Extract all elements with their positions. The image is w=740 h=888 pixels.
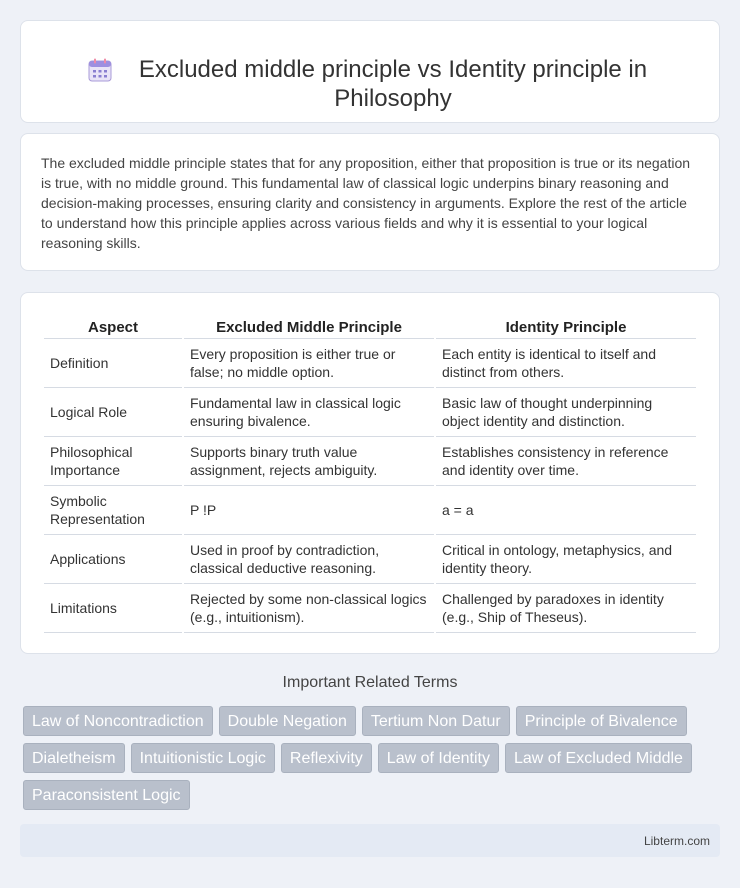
related-term-tag[interactable]: Principle of Bivalence	[516, 706, 687, 736]
table-row	[44, 339, 696, 388]
related-term-tag[interactable]: Double Negation	[219, 706, 356, 736]
row-identity: a = a	[436, 486, 696, 535]
row-aspect: Definition	[44, 339, 182, 388]
page-title: Excluded middle principle vs Identity principle in Philosophy	[138, 55, 648, 112]
row-identity: Each entity is identical to itself and distinct from others.	[436, 339, 696, 388]
intro-text: The excluded middle principle states that for any proposition, either that proposition is true or its negation is true, with no middle ground. This fundamental law of classical logic underpins binary reasoning and decision-making processes, ensuring clarity and consistency in arguments. Explore the rest of the article to understand how this principle applies across various fields and why it is essential to your logical reasoning skills.	[41, 155, 691, 251]
row-excluded-middle: Fundamental law in classical logic ensuring bivalence.	[184, 388, 434, 437]
table-row	[44, 535, 696, 584]
table-row	[44, 486, 696, 535]
comparison-table	[42, 313, 698, 633]
table-row	[44, 584, 696, 633]
header-card	[20, 20, 720, 123]
related-term-tag[interactable]: Law of Identity	[378, 743, 499, 773]
footer	[20, 824, 720, 857]
row-excluded-middle: Every proposition is either true or false; no middle option.	[184, 339, 434, 388]
footer-site-link[interactable]: Libterm.com	[643, 833, 710, 848]
related-term-tag[interactable]: Intuitionistic Logic	[131, 743, 275, 773]
calendar-icon	[87, 57, 113, 83]
row-excluded-middle: Used in proof by contradiction, classical deductive reasoning.	[184, 535, 434, 584]
row-aspect: Logical Role	[44, 388, 182, 437]
intro-card	[20, 133, 720, 271]
comparison-table-card	[20, 292, 720, 654]
row-excluded-middle: P !P	[184, 486, 434, 535]
related-term-tag[interactable]: Paraconsistent Logic	[23, 780, 190, 810]
row-aspect: Limitations	[44, 584, 182, 633]
related-term-tag[interactable]: Law of Excluded Middle	[505, 743, 692, 773]
row-aspect: Applications	[44, 535, 182, 584]
header-excluded-middle: Excluded Middle Principle	[184, 313, 434, 339]
row-excluded-middle: Rejected by some non-classical logics (e.g., intuitionism).	[184, 584, 434, 633]
header-identity: Identity Principle	[436, 313, 696, 339]
table-row	[44, 437, 696, 486]
row-excluded-middle: Supports binary truth value assignment, rejects ambiguity.	[184, 437, 434, 486]
related-term-tag[interactable]: Law of Noncontradiction	[23, 706, 213, 736]
related-term-tag[interactable]: Dialetheism	[23, 743, 125, 773]
related-terms-title: Important Related Terms	[282, 674, 458, 691]
row-identity: Challenged by paradoxes in identity (e.g., Ship of Theseus).	[436, 584, 696, 633]
related-terms-list	[23, 706, 713, 810]
header-aspect: Aspect	[44, 313, 182, 339]
row-identity: Establishes consistency in reference and identity over time.	[436, 437, 696, 486]
table-header-row	[44, 313, 696, 339]
related-term-tag[interactable]: Tertium Non Datur	[362, 706, 510, 736]
row-identity: Basic law of thought underpinning object identity and distinction.	[436, 388, 696, 437]
row-identity: Critical in ontology, metaphysics, and identity theory.	[436, 535, 696, 584]
related-term-tag[interactable]: Reflexivity	[281, 743, 372, 773]
table-row	[44, 388, 696, 437]
row-aspect: Philosophical Importance	[44, 437, 182, 486]
row-aspect: Symbolic Representation	[44, 486, 182, 535]
